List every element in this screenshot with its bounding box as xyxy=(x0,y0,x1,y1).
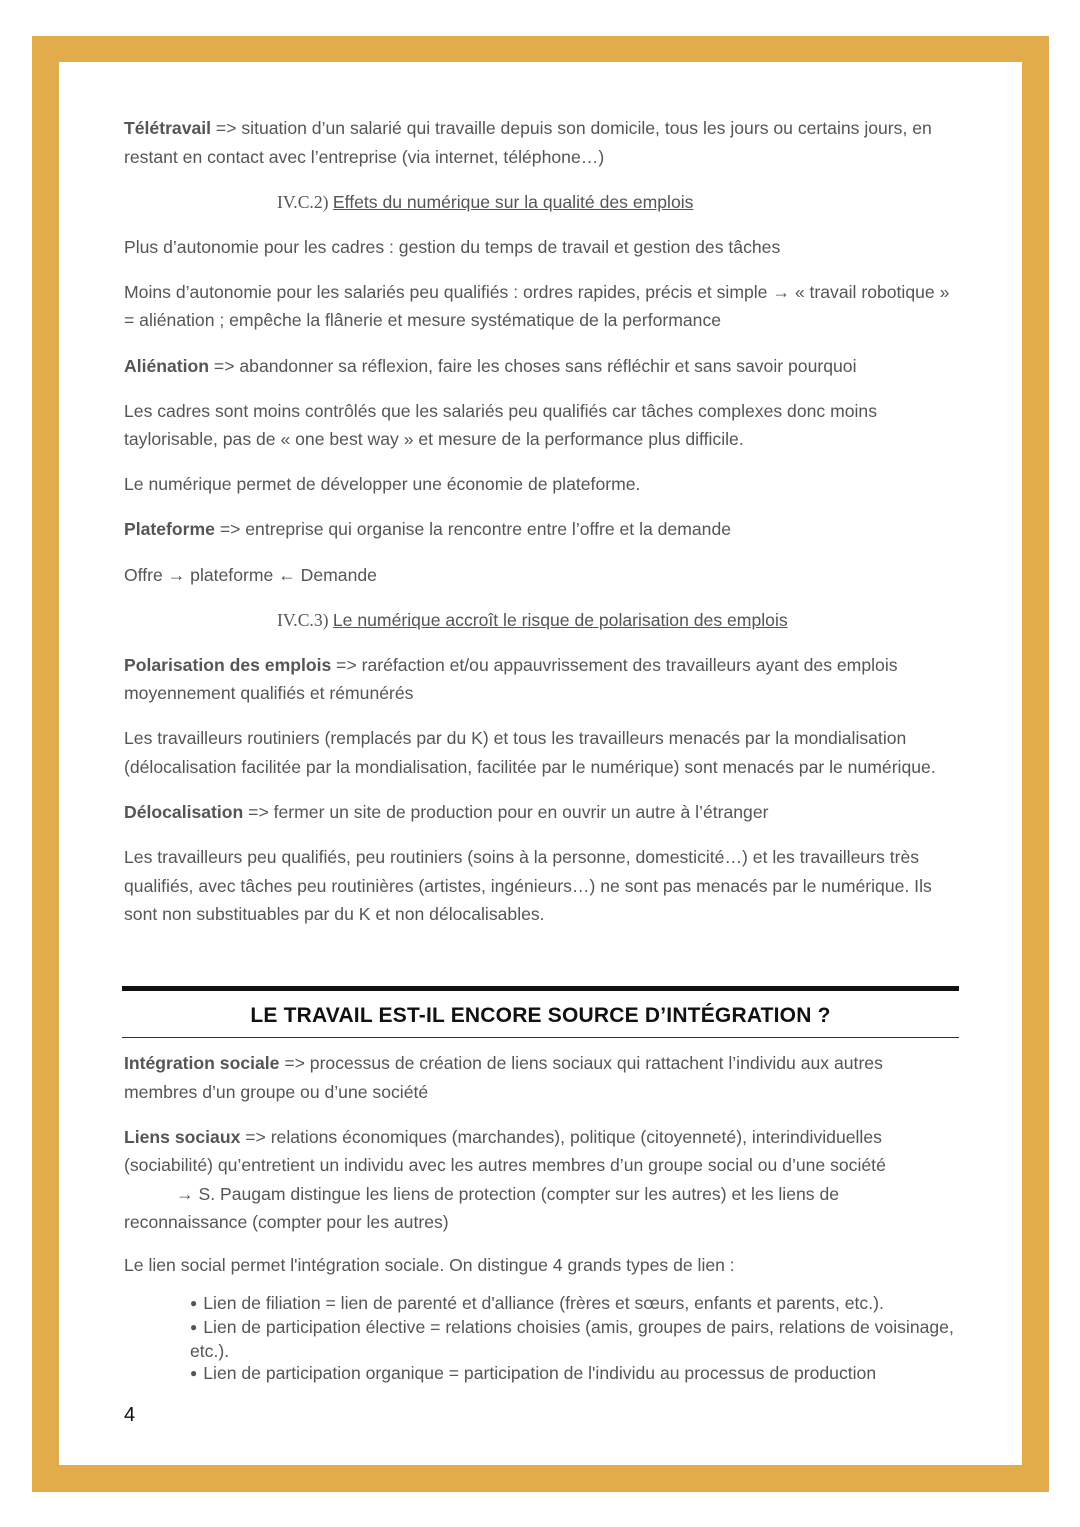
term: Aliénation xyxy=(124,355,210,376)
paragraph-offre-demande: Offre → plateforme ← Demande xyxy=(124,564,377,585)
definition-text: => processus de création de liens sociaux qui rattachent l’individu aux autres membres d’un groupe ou d’une société xyxy=(124,1053,883,1102)
term: Télétravail xyxy=(124,118,212,138)
list-intro: Le lien social permet l'intégration sociale. On distingue 4 grands types de lien : xyxy=(124,1254,735,1275)
definition-alienation xyxy=(124,352,960,381)
subheading-number: IV.C.2) xyxy=(277,191,333,212)
paragraph-economie-plateforme: Le numérique permet de développer une économie de plateforme. xyxy=(124,474,641,495)
list-item: ● Lien de filiation = lien de parenté et d'alliance (frères et sœurs, enfants et parents, etc.). xyxy=(190,1292,960,1316)
document-body-bottom xyxy=(124,1049,960,1386)
definition-text: => situation d’un salarié qui travaille depuis son domicile, tous les jours ou certains jours, en restant en contact avec l’entreprise (via internet, téléphone…) xyxy=(124,118,932,167)
definition-text: => entreprise qui organise la rencontre entre l’offre et la demande xyxy=(214,519,732,540)
term: Liens sociaux xyxy=(124,1126,241,1147)
list-item: ● Lien de participation élective = relations choisies (amis, groupes de pairs, relations de voisinage, etc.). xyxy=(190,1316,960,1362)
paugam-continuation: reconnaissance (compter pour les autres) xyxy=(124,1212,449,1233)
definition-text: => relations économiques (marchandes), politique (citoyenneté), interindividuelles (sociabilité) qu’entretient un individu avec les autres membres d’un groupe social ou d’une société xyxy=(124,1126,886,1176)
subheading-title: Effets du numérique sur la qualité des emplois xyxy=(332,191,694,212)
subheading-iv-c-3 xyxy=(124,606,960,635)
definition-polarisation xyxy=(124,651,960,708)
definition-teletravail xyxy=(124,114,960,171)
paragraph-travailleurs-routiniers: Les travailleurs routiniers (remplacés par du K) et tous les travailleurs menacés par la mondialisation (délocalisation facilitée par la mondialisation, facilitée par le numérique) sont menacés par le numérique. xyxy=(124,728,936,777)
paragraph-peu-qualifies: Les travailleurs peu qualifiés, peu routiniers (soins à la personne, domesticité…) et les travailleurs très qualifiés, avec tâches peu routinières (artistes, ingénieurs…) ne sont pas menacés par le numérique. Ils sont non substituables par du K et non délocalisables. xyxy=(124,847,932,925)
term: Délocalisation xyxy=(124,802,244,823)
definition-text: => abandonner sa réflexion, faire les choses sans réfléchir et sans savoir pourquoi xyxy=(209,355,857,376)
document-body-top xyxy=(124,114,960,945)
definition-liens-sociaux xyxy=(124,1123,960,1180)
section-heading: LE TRAVAIL EST-IL ENCORE SOURCE D’INTÉGRATION ? xyxy=(122,986,959,1038)
list-item: ● Lien de participation organique = participation de l'individu au processus de production xyxy=(190,1362,960,1386)
page-number: 4 xyxy=(124,1404,136,1426)
subheading-iv-c-2 xyxy=(124,188,960,217)
subheading-title: Le numérique accroît le risque de polarisation des emplois xyxy=(332,609,788,630)
term: Plateforme xyxy=(124,519,215,540)
paugam-line: → S. Paugam distingue les liens de protection (compter sur les autres) et les liens de xyxy=(176,1183,840,1204)
definition-plateforme xyxy=(124,515,960,544)
paragraph-moins-autonomie: Moins d’autonomie pour les salariés peu qualifiés : ordres rapides, précis et simple → « travail robotique » = aliénation ; empêche la flânerie et mesure systématique de la performance xyxy=(124,281,950,331)
definition-text: => fermer un site de production pour en ouvrir un autre à l’étranger xyxy=(243,802,769,823)
definition-integration-sociale xyxy=(124,1049,960,1106)
definition-delocalisation xyxy=(124,798,960,827)
link-types-list xyxy=(124,1292,960,1386)
paragraph-cadres-controles: Les cadres sont moins contrôlés que les salariés peu qualifiés car tâches complexes donc moins taylorisable, pas de « one best way » et mesure de la performance plus difficile. xyxy=(124,400,878,450)
subheading-number: IV.C.3) xyxy=(277,609,333,630)
definition-text: => raréfaction et/ou appauvrissement des travailleurs ayant des emplois moyennement qualifiés et rémunérés xyxy=(124,654,898,704)
term: Polarisation des emplois xyxy=(124,654,332,675)
paragraph-cadres-autonomie: Plus d’autonomie pour les cadres : gestion du temps de travail et gestion des tâches xyxy=(124,236,781,257)
term: Intégration sociale xyxy=(124,1053,280,1073)
